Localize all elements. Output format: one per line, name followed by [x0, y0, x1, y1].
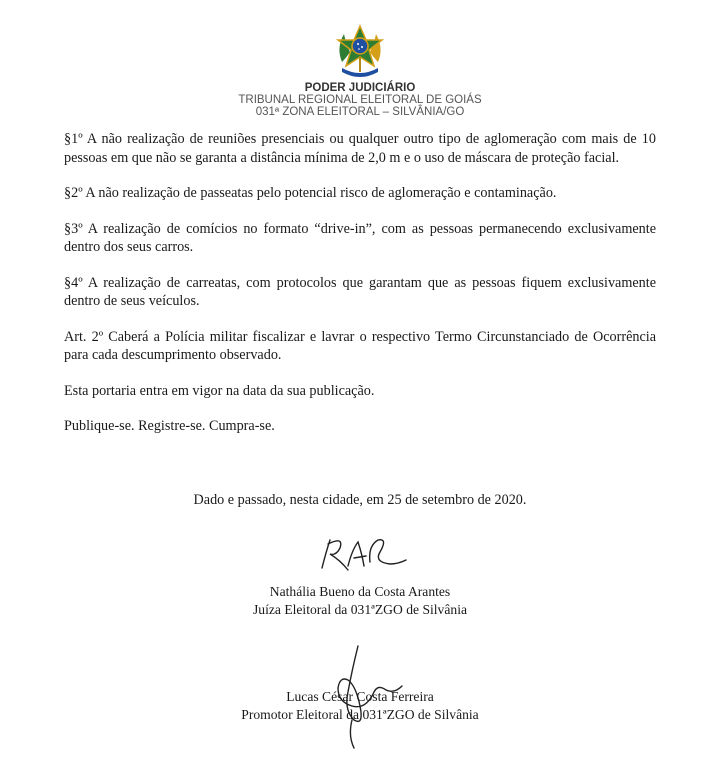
- paragraph-2: §2º A não realização de passeatas pelo potencial risco de aglomeração e contaminação.: [64, 185, 557, 201]
- paragraph-3: §3º A realização de comícios no formato “drive-in”, com as pessoas permanecendo exclusivamente dentro dos seus carros.: [64, 220, 656, 255]
- header-line-1: PODER JUDICIÁRIO: [304, 82, 416, 94]
- paragraph-4: §4º A realização de carreatas, com protocolos que garantam que as pessoas fiquem exclusivamente dentro de seus veículos.: [64, 274, 656, 309]
- coat-of-arms-icon: [332, 22, 388, 82]
- document-body: [64, 130, 656, 453]
- header-line-2: TRIBUNAL REGIONAL ELEITORAL DE GOIÁS: [238, 94, 482, 106]
- signatory-2: [0, 688, 720, 724]
- signature-1-icon: [318, 532, 410, 578]
- paragraph-1: §1º A não realização de reuniões presenciais ou qualquer outro tipo de aglomeração com mais de 10 pessoas em que não se garanta a distância mínima de 2,0 m e o uso de máscara de proteção facial.: [64, 131, 656, 166]
- signatory-2-role: Promotor Eleitoral da 031ªZGO de Silvânia: [241, 707, 479, 722]
- paragraph-6: Esta portaria entra em vigor na data da sua publicação.: [64, 382, 375, 399]
- signatory-1: [0, 583, 720, 619]
- header-line-3: 031ª ZONA ELEITORAL – SILVÂNIA/GO: [255, 106, 465, 118]
- signatory-1-role: Juíza Eleitoral da 031ªZGO de Silvânia: [252, 602, 467, 617]
- dated-line: Dado e passado, nesta cidade, em 25 de setembro de 2020.: [193, 492, 527, 508]
- signatory-2-name: Lucas César Costa Ferreira: [286, 689, 434, 704]
- signatory-1-name: Nathália Bueno da Costa Arantes: [269, 584, 451, 599]
- paragraph-5: Art. 2º Caberá a Polícia militar fiscalizar e lavrar o respectivo Termo Circunstanciado de Ocorrência para cada descumprimento observado.: [64, 328, 656, 363]
- paragraph-7: Publique-se. Registre-se. Cumpra-se.: [64, 418, 275, 434]
- document-header: [0, 22, 720, 118]
